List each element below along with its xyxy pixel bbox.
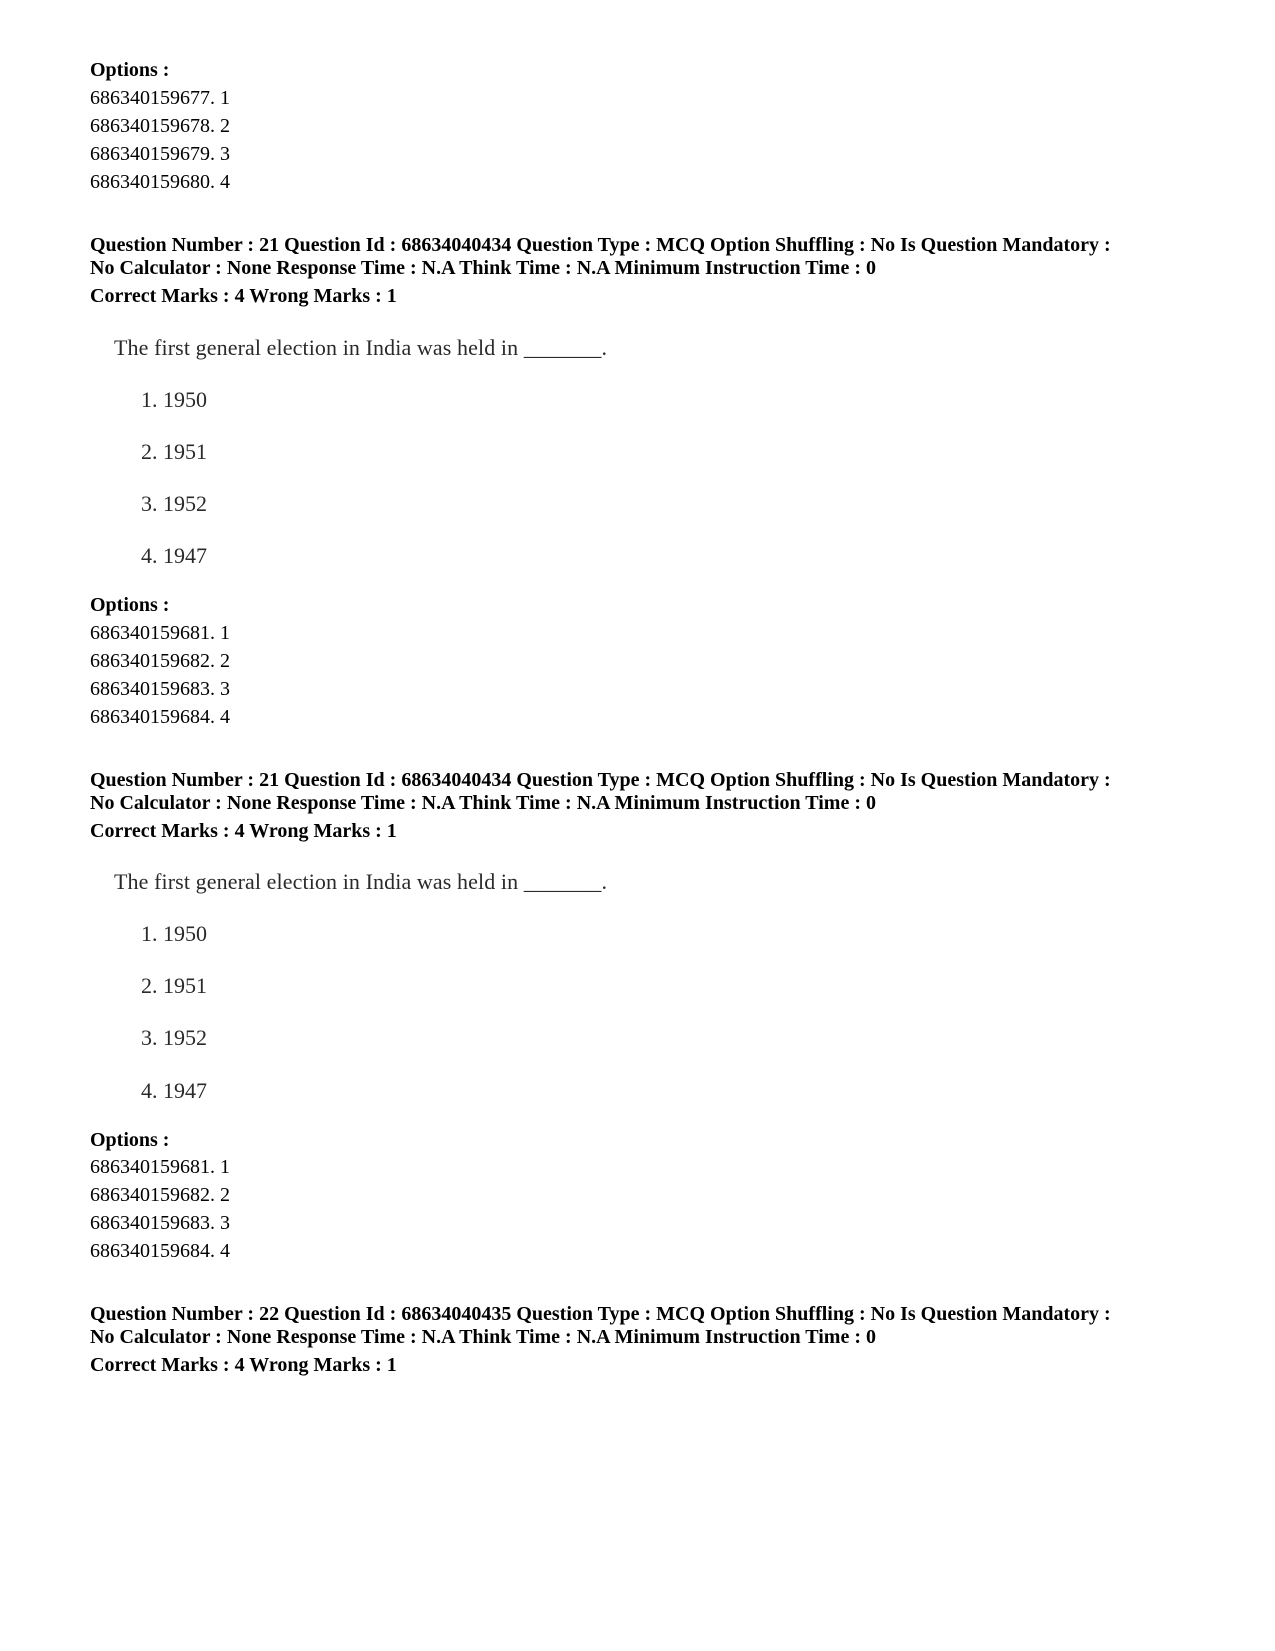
question-header-line1: Question Number : 21 Question Id : 68634040434 Question Type : MCQ Option Shuffling : No Is Question Mandatory : [90,769,1111,791]
question-text: The first general election in India was held in _______. [114,335,608,360]
question-choice: 4. 1947 [141,1078,207,1103]
option-item: 686340159678. 2 [90,115,230,137]
option-item: 686340159683. 3 [90,678,230,700]
question-header-line1: Question Number : 22 Question Id : 68634040435 Question Type : MCQ Option Shuffling : No Is Question Mandatory : [90,1303,1111,1325]
option-item: 686340159682. 2 [90,1184,230,1206]
options-label: Options : [90,594,170,616]
question-text: The first general election in India was held in _______. [114,869,608,894]
question-choice: 1. 1950 [141,921,207,946]
option-item: 686340159683. 3 [90,1212,230,1234]
option-item: 686340159684. 4 [90,1240,230,1262]
option-item: 686340159684. 4 [90,706,230,728]
question-header-line2: No Calculator : None Response Time : N.A Think Time : N.A Minimum Instruction Time : 0 [90,792,876,814]
question-choice: 3. 1952 [141,1025,207,1050]
question-choice: 4. 1947 [141,543,207,568]
question-marks: Correct Marks : 4 Wrong Marks : 1 [90,285,397,307]
option-item: 686340159681. 1 [90,1156,230,1178]
option-item: 686340159682. 2 [90,650,230,672]
options-label: Options : [90,1129,170,1151]
question-marks: Correct Marks : 4 Wrong Marks : 1 [90,820,397,842]
question-choice: 2. 1951 [141,439,207,464]
question-header-line2: No Calculator : None Response Time : N.A Think Time : N.A Minimum Instruction Time : 0 [90,1326,876,1348]
question-header-line1: Question Number : 21 Question Id : 68634040434 Question Type : MCQ Option Shuffling : No Is Question Mandatory : [90,234,1111,256]
option-item: 686340159681. 1 [90,622,230,644]
option-item: 686340159680. 4 [90,171,230,193]
question-choice: 2. 1951 [141,973,207,998]
question-choice: 3. 1952 [141,491,207,516]
option-item: 686340159677. 1 [90,87,230,109]
options-label: Options : [90,59,170,81]
option-item: 686340159679. 3 [90,143,230,165]
question-marks: Correct Marks : 4 Wrong Marks : 1 [90,1354,397,1376]
question-choice: 1. 1950 [141,387,207,412]
question-header-line2: No Calculator : None Response Time : N.A Think Time : N.A Minimum Instruction Time : 0 [90,257,876,279]
